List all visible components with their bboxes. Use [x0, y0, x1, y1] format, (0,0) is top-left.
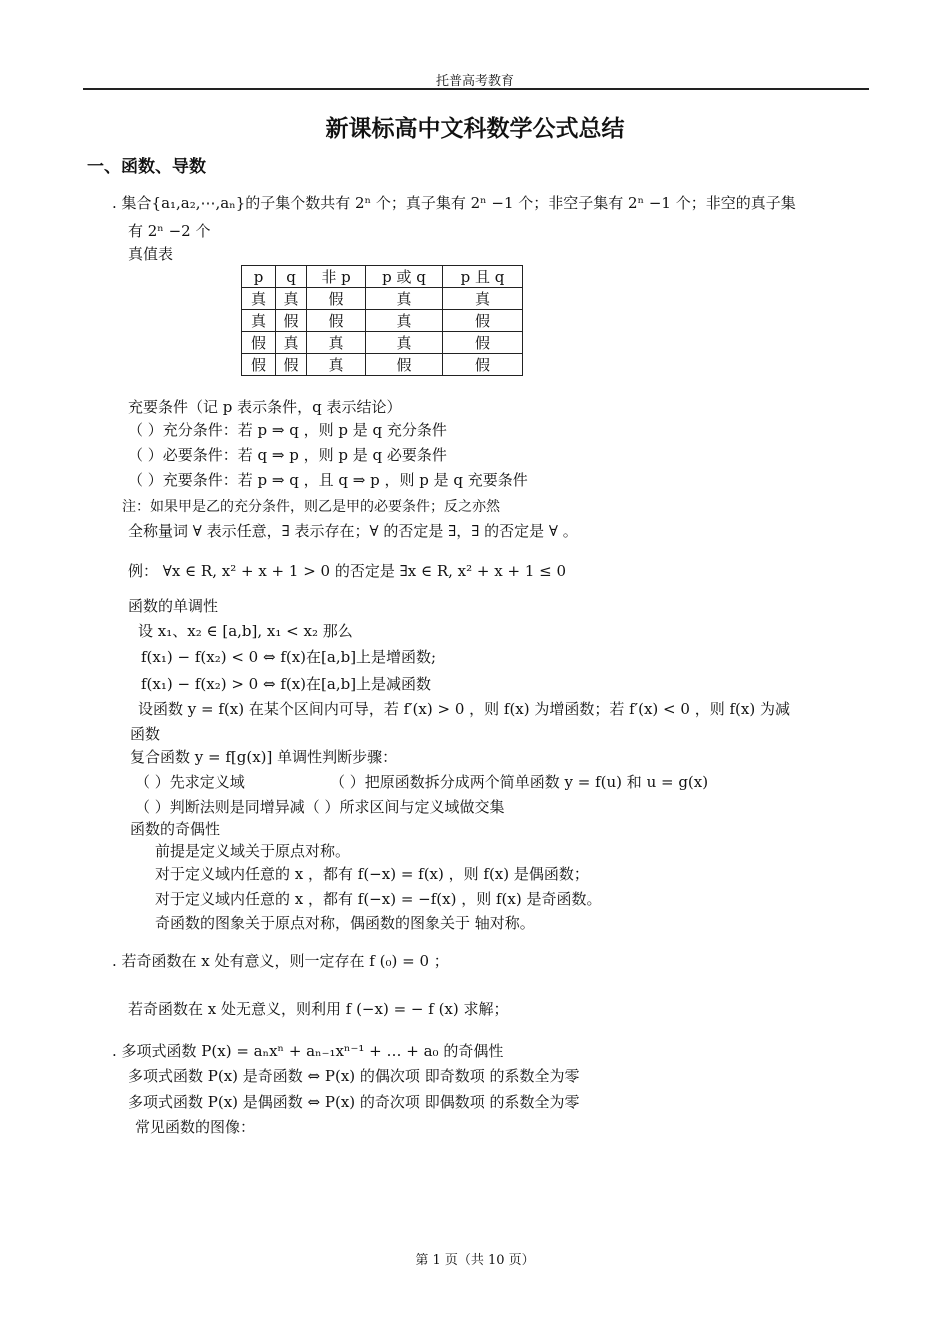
section-heading: 一、函数、导数	[87, 157, 206, 177]
table-cell: 真	[276, 288, 307, 310]
monotonicity-setup: 设 x₁、x₂ ∈ [a,b], x₁ < x₂ 那么	[138, 622, 353, 640]
common-graphs-heading: 常见函数的图像：	[135, 1118, 256, 1136]
condition-note: 注：如果甲是乙的充分条件，则乙是甲的必要条件；反之亦然	[122, 499, 500, 515]
table-cell: 假	[276, 354, 307, 376]
table-row	[242, 332, 523, 354]
composite-step-3-4: （ ）判断法则是同增异减（ ）所求区间与定义域做交集	[135, 798, 505, 816]
negation-example: 例： ∀x ∈ R, x² + x + 1 > 0 的否定是 ∃x ∈ R, x² + x + 1 ≤ 0	[128, 562, 567, 580]
document-title: 新课标高中文科数学公式总结	[325, 116, 625, 142]
table-cell: 假	[366, 354, 443, 376]
odd-function-def: 对于定义域内任意的 x ，都有 f(−x) = −f(x) ，则 f(x) 是奇函数。	[155, 890, 602, 908]
table-cell: 假	[443, 354, 523, 376]
composite-step-1: （ ）先求定义域	[135, 773, 245, 791]
table-header-cell: 非 p	[307, 266, 366, 288]
table-row	[242, 354, 523, 376]
table-cell: 假	[242, 332, 276, 354]
table-cell: 真	[242, 310, 276, 332]
table-cell: 真	[307, 332, 366, 354]
table-cell: 真	[366, 288, 443, 310]
table-cell: 真	[276, 332, 307, 354]
subset-count-line: . 集合{a₁,a₂,⋯,aₙ}的子集个数共有 2ⁿ 个；真子集有 2ⁿ −1 个；非空子集有 2ⁿ −1 个；非空的真子集	[112, 194, 796, 212]
truth-table-label: 真值表	[128, 245, 174, 263]
header-rule	[83, 88, 869, 90]
table-cell: 假	[443, 332, 523, 354]
polynomial-even: 多项式函数 P(x) 是偶函数 ⇔ P(x) 的奇次项 即偶数项 的系数全为零	[128, 1093, 580, 1111]
page-footer: 第 1 页（共 10 页）	[415, 1253, 535, 1268]
table-header-cell: p	[242, 266, 276, 288]
table-cell: 假	[443, 310, 523, 332]
polynomial-odd: 多项式函数 P(x) 是奇函数 ⇔ P(x) 的偶次项 即奇数项 的系数全为零	[128, 1067, 580, 1085]
table-cell: 真	[443, 288, 523, 310]
derivative-criterion: 设函数 y = f(x) 在某个区间内可导，若 f′(x) > 0 ，则 f(x) 为增函数；若 f′(x) < 0 ，则 f(x) 为减	[138, 700, 790, 718]
table-header-cell: p 且 q	[443, 266, 523, 288]
even-function-def: 对于定义域内任意的 x ，都有 f(−x) = f(x) ，则 f(x) 是偶函数；	[155, 865, 589, 883]
table-header-cell: q	[276, 266, 307, 288]
table-cell: 假	[242, 354, 276, 376]
condition-heading: 充要条件（记 p 表示条件，q 表示结论）	[128, 398, 402, 416]
table-cell: 真	[242, 288, 276, 310]
table-cell: 真	[366, 310, 443, 332]
table-header-row	[242, 266, 523, 288]
truth-table	[241, 265, 523, 376]
sufficient-condition: （ ）充分条件：若 p ⇒ q ，则 p 是 q 充分条件	[128, 421, 447, 439]
quantifier-line: 全称量词 ∀ 表示任意，∃ 表示存在；∀ 的否定是 ∃，∃ 的否定是 ∀ 。	[128, 522, 578, 540]
parity-heading: 函数的奇偶性	[130, 820, 221, 838]
monotonicity-heading: 函数的单调性	[128, 597, 219, 615]
polynomial-parity: . 多项式函数 P(x) = aₙxⁿ + aₙ₋₁xⁿ⁻¹ + … + a₀ 的奇偶性	[112, 1042, 504, 1060]
table-cell: 假	[307, 310, 366, 332]
increasing-criterion: f(x₁) − f(x₂) < 0 ⇔ f(x)在[a,b]上是增函数;	[141, 648, 437, 666]
table-cell: 真	[307, 354, 366, 376]
table-row	[242, 288, 523, 310]
iff-condition: （ ）充要条件：若 p ⇒ q ，且 q ⇒ p ，则 p 是 q 充要条件	[128, 471, 528, 489]
subset-count-line-cont: 有 2ⁿ −2 个	[128, 222, 211, 240]
derivative-criterion-cont: 函数	[130, 725, 161, 743]
table-header-cell: p 或 q	[366, 266, 443, 288]
symmetry-line: 奇函数的图象关于原点对称，偶函数的图象关于 轴对称。	[155, 914, 535, 932]
table-cell: 真	[366, 332, 443, 354]
table-cell: 假	[307, 288, 366, 310]
odd-function-zero: . 若奇函数在 x 处有意义，则一定存在 f (₀) = 0 ；	[112, 952, 449, 970]
table-row	[242, 310, 523, 332]
page-header: 托普高考教育	[435, 74, 514, 89]
composite-step-2: （ ）把原函数拆分成两个简单函数 y = f(u) 和 u = g(x)	[330, 773, 709, 791]
decreasing-criterion: f(x₁) − f(x₂) > 0 ⇔ f(x)在[a,b]上是减函数	[141, 675, 432, 693]
necessary-condition: （ ）必要条件：若 q ⇒ p ，则 p 是 q 必要条件	[128, 446, 447, 464]
composite-heading: 复合函数 y = f[g(x)] 单调性判断步骤：	[130, 748, 398, 766]
odd-function-undefined: 若奇函数在 x 处无意义，则利用 f (−x) = − f (x) 求解；	[128, 1000, 509, 1018]
table-cell: 假	[276, 310, 307, 332]
parity-premise: 前提是定义域关于原点对称。	[155, 842, 351, 860]
